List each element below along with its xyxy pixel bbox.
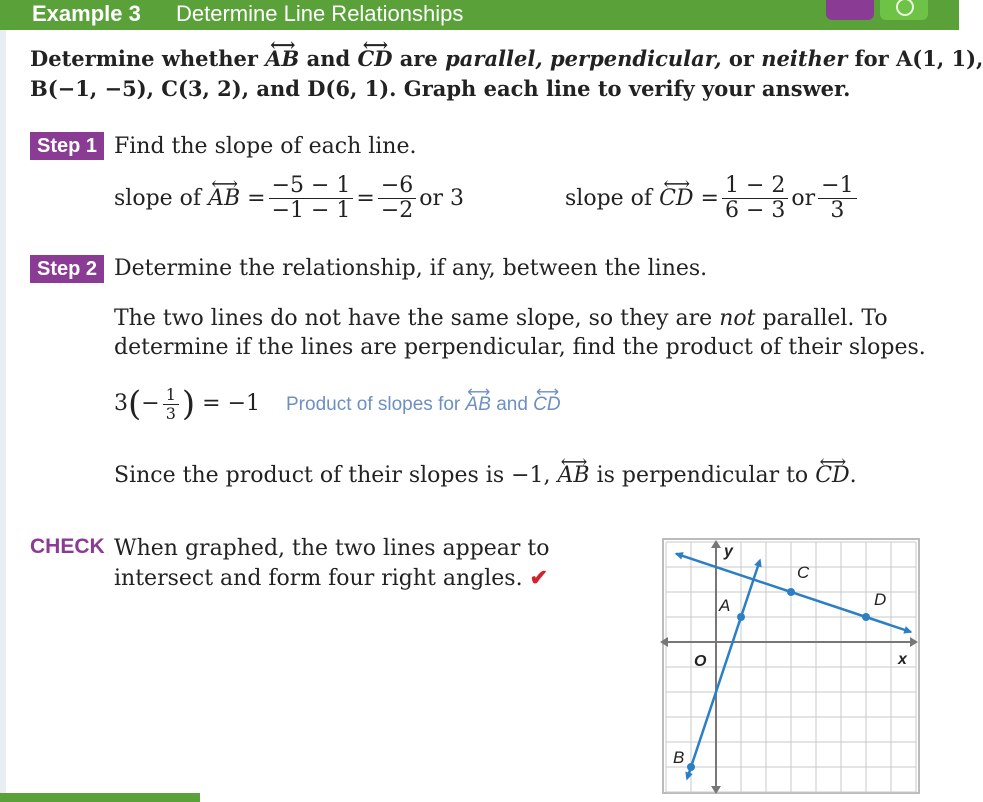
example-header bbox=[0, 0, 959, 30]
axis-label-x: x bbox=[898, 651, 907, 668]
step2-badge: Step 2 bbox=[30, 255, 104, 283]
point-label-b: B bbox=[673, 748, 685, 767]
check-label: CHECK bbox=[30, 535, 105, 558]
slope-ab-equation: slope of ⟷ AB = $\frac{-5 - 1}{-1 - 1}$ = $\frac{-6}{-2}$ or 3 bbox=[114, 174, 464, 223]
point-label-a: A bbox=[719, 596, 731, 615]
check-line-2: intersect and form four right angles. ✔ bbox=[114, 565, 549, 591]
media-button[interactable] bbox=[826, 0, 874, 20]
point-b bbox=[687, 763, 695, 771]
axis-label-y: y bbox=[724, 543, 733, 560]
point-c bbox=[787, 588, 795, 596]
conclusion: Since the product of their slopes is −1, ⟷ AB is perpendicular to ⟷ CD. bbox=[114, 462, 857, 490]
tools-button[interactable] bbox=[880, 0, 928, 20]
slope-cd-equation: slope of ⟷ CD = $\frac{1 - 2}{6 - 3}$ or $\frac{-1}{3}$ bbox=[565, 174, 860, 223]
point-label-d: D bbox=[874, 590, 887, 609]
point-d bbox=[862, 613, 870, 621]
point-a bbox=[737, 613, 745, 621]
point-label-c: C bbox=[797, 563, 810, 582]
step2-text: Determine the relationship, if any, between the lines. bbox=[114, 256, 708, 281]
line-ab-symbol: ⟷ AB bbox=[265, 45, 299, 73]
step1-text: Find the slope of each line. bbox=[114, 134, 417, 159]
step2-paragraph-line-1: The two lines do not have the same slope, so they are not parallel. To bbox=[114, 306, 888, 331]
checkmark-icon: ✔ bbox=[529, 565, 549, 591]
product-note: Product of slopes for ⟷ AB and ⟷ CD bbox=[286, 394, 561, 416]
line-cd-symbol: ⟷ CD bbox=[357, 45, 392, 73]
example-label: Example 3 bbox=[32, 1, 141, 26]
problem-line-2: B(−1, −5), C(3, 2), and D(6, 1). Graph each line to verify your answer. bbox=[30, 76, 851, 101]
step2-paragraph-line-2: determine if the lines are perpendicular, find the product of their slopes. bbox=[114, 335, 926, 360]
circle-icon bbox=[896, 0, 914, 16]
product-equation: 3 ( − $\frac{1}{3}$ ) = −1 bbox=[114, 384, 261, 424]
example-title: Determine Line Relationships bbox=[176, 1, 464, 26]
next-section-bar bbox=[0, 793, 200, 802]
step1-badge: Step 1 bbox=[30, 132, 104, 160]
origin-label: O bbox=[694, 653, 707, 670]
check-line-1: When graphed, the two lines appear to bbox=[114, 536, 550, 561]
coordinate-graph bbox=[660, 536, 922, 796]
problem-line-1: Determine whether ⟷ AB and ⟷ CD are parallel, perpendicular, or neither for A(1, 1), bbox=[30, 45, 983, 73]
page-margin-bar bbox=[0, 30, 6, 802]
